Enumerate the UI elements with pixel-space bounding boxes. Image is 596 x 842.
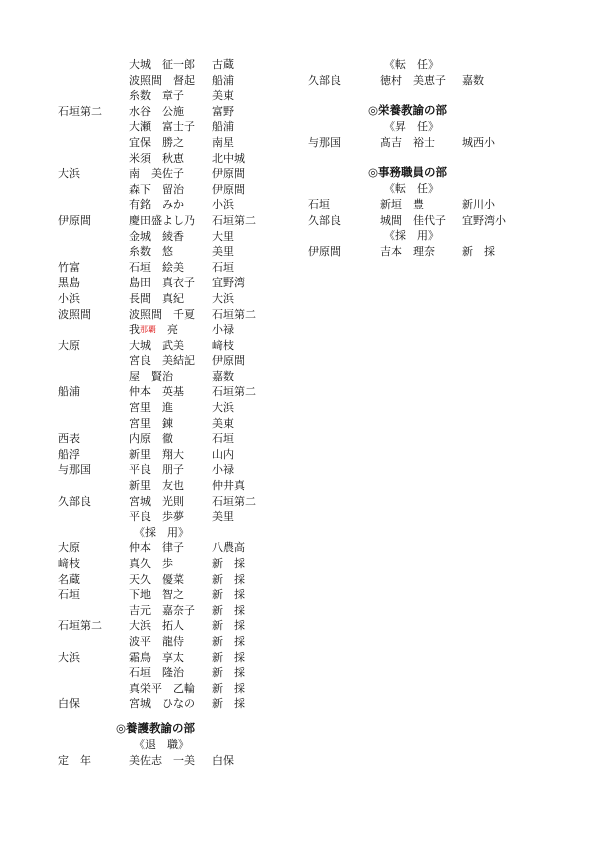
row-from: 新 採 xyxy=(212,650,245,664)
row-school: 久部良 xyxy=(308,73,341,87)
row-from: 石垣第二 xyxy=(212,494,256,508)
jimu-row xyxy=(308,213,548,229)
row-from: 富野 xyxy=(212,104,234,118)
row-family-name: 長間 xyxy=(129,291,151,305)
row-given-name: 悠 xyxy=(162,245,173,259)
personnel-row xyxy=(58,182,288,198)
personnel-row xyxy=(58,696,288,712)
row-family-name: 新里 xyxy=(129,479,151,493)
row-given-name: 友也 xyxy=(162,479,184,493)
row-from: 新 採 xyxy=(212,697,245,711)
personnel-row xyxy=(58,603,288,619)
row-given-name: 嘉奈子 xyxy=(162,603,195,617)
personnel-list-transfer xyxy=(58,57,288,525)
row-school: 与那国 xyxy=(58,463,91,477)
row-name: 徳村 美恵子 xyxy=(380,73,446,87)
row-name xyxy=(129,57,195,73)
row-name: 城間 佳代子 xyxy=(380,213,446,227)
row-from: 美東 xyxy=(212,416,234,430)
row-given-name: 絵美 xyxy=(162,260,184,274)
row-name: 新垣 豊 xyxy=(380,197,424,211)
row-from: 石垣第二 xyxy=(212,307,256,321)
row-given-name: 千夏 xyxy=(173,307,195,321)
shonin-row xyxy=(308,135,548,151)
row-school: 大原 xyxy=(58,338,80,352)
row-family-name: 真栄平 xyxy=(129,681,162,695)
row-family-name: 宮城 xyxy=(129,494,151,508)
eiyo-section-header: ◎栄養教諭の部 xyxy=(368,103,448,118)
row-name xyxy=(129,587,184,603)
personnel-row xyxy=(58,618,288,634)
row-given-name: 英基 xyxy=(162,385,184,399)
row-given-name: 公施 xyxy=(162,104,184,118)
row-given-name: 拓人 xyxy=(162,619,184,633)
row-given-name: ひなの xyxy=(162,697,195,711)
row-family-name: 米須 xyxy=(129,151,151,165)
row-name xyxy=(129,650,184,666)
row-from: 大里 xyxy=(212,229,234,243)
row-family-name: 仲本 xyxy=(129,385,151,399)
row-given-name: 隆治 xyxy=(162,666,184,680)
row-school: 久部良 xyxy=(58,494,91,508)
row-from: 大浜 xyxy=(212,291,234,305)
row-school: 石垣第二 xyxy=(58,619,102,633)
row-school: 名蔵 xyxy=(58,572,80,586)
personnel-row xyxy=(58,634,288,650)
row-name xyxy=(129,696,195,712)
personnel-row xyxy=(58,587,288,603)
row-name xyxy=(129,494,184,510)
jimu-tennin-subheader: 《転 任》 xyxy=(384,182,439,196)
row-name xyxy=(129,166,184,182)
row-family-name: 金城 xyxy=(129,229,151,243)
row-from: 新 採 xyxy=(462,244,495,258)
row-from: 伊原間 xyxy=(212,354,245,368)
taishoku-subheader: 《退 職》 xyxy=(134,737,189,751)
personnel-row xyxy=(58,73,288,89)
row-from: 船浦 xyxy=(212,120,234,134)
row-school: 西表 xyxy=(58,432,80,446)
row-family-name: 下地 xyxy=(129,588,151,602)
row-family-name: 大浜 xyxy=(129,619,151,633)
tennin-subheader: 《転 任》 xyxy=(384,58,439,71)
row-name xyxy=(129,260,184,276)
row-family-name: 波照間 xyxy=(129,73,162,87)
row-from: 美東 xyxy=(212,89,234,103)
jimu-saiyo-subheader: 《採 用》 xyxy=(384,229,439,243)
personnel-row xyxy=(58,400,288,416)
personnel-row xyxy=(58,338,288,354)
row-family-name: 内原 xyxy=(129,432,151,446)
row-given-name: 朋子 xyxy=(162,463,184,477)
row-name xyxy=(129,197,184,213)
personnel-row xyxy=(58,572,288,588)
row-school: 大原 xyxy=(58,541,80,555)
row-school: 白保 xyxy=(58,697,80,711)
row-from: 新 採 xyxy=(212,572,245,586)
row-given-name: 賢治 xyxy=(151,369,173,383)
row-from: 新 採 xyxy=(212,681,245,695)
row-school: 伊原間 xyxy=(308,244,341,258)
right-column xyxy=(308,57,548,259)
row-given-name: 綾香 xyxy=(162,229,184,243)
row-name: 髙吉 裕士 xyxy=(380,135,435,149)
row-family-name: 南 xyxy=(129,167,140,181)
row-family-name: 我 xyxy=(129,323,140,337)
teinen-school: 白保 xyxy=(212,753,234,767)
yogo-section-header: ◎養護教諭の部 xyxy=(116,720,196,735)
row-from: 大浜 xyxy=(212,401,234,415)
row-name xyxy=(129,275,195,291)
personnel-row xyxy=(58,322,288,338)
row-given-name: 進 xyxy=(162,401,173,415)
personnel-row xyxy=(58,478,288,494)
row-family-name: 屋 xyxy=(129,369,140,383)
row-name xyxy=(129,307,195,323)
row-name xyxy=(129,618,184,634)
personnel-row xyxy=(58,650,288,666)
personnel-row xyxy=(58,416,288,432)
row-name xyxy=(129,338,184,354)
row-name xyxy=(129,213,195,229)
row-from: 新 採 xyxy=(212,634,245,648)
row-from: 八農高 xyxy=(212,541,245,555)
personnel-row xyxy=(58,462,288,478)
row-name xyxy=(129,229,184,245)
row-from: 小禄 xyxy=(212,463,234,477)
row-name xyxy=(129,88,184,104)
teinen-row xyxy=(58,753,288,769)
row-family-name: 糸数 xyxy=(129,245,151,259)
row-family-name: 仲本 xyxy=(129,541,151,555)
row-from: 仲井真 xyxy=(212,479,245,493)
row-name xyxy=(129,447,184,463)
row-from: 船浦 xyxy=(212,73,234,87)
row-name xyxy=(129,540,184,556)
row-given-name: 亮 xyxy=(167,323,178,337)
row-name xyxy=(129,572,184,588)
row-from: 新 採 xyxy=(212,666,245,680)
row-school: 大浜 xyxy=(58,650,80,664)
row-school: 小浜 xyxy=(58,291,80,305)
row-family-name: 波平 xyxy=(129,634,151,648)
row-given-name: 乙輪 xyxy=(173,681,195,695)
row-name xyxy=(129,119,195,135)
row-from: 新 採 xyxy=(212,557,245,570)
row-name: 吉本 理奈 xyxy=(380,244,435,258)
row-school: 石垣 xyxy=(58,588,80,602)
row-given-name: 富士子 xyxy=(162,120,195,134)
row-given-name: 智之 xyxy=(162,588,184,602)
personnel-row xyxy=(58,135,288,151)
shonin-subheader: 《昇 任》 xyxy=(384,120,439,134)
teinen-name: 美佐志 一美 xyxy=(129,753,195,767)
row-given-name: みか xyxy=(162,198,184,212)
row-from: 新 採 xyxy=(212,619,245,633)
row-family-name: 波照間 xyxy=(129,307,162,321)
row-given-name: 勝之 xyxy=(162,135,184,149)
row-given-name: 優菜 xyxy=(162,572,184,586)
row-family-name: 糸数 xyxy=(129,89,151,103)
row-family-name: 水谷 xyxy=(129,104,151,118)
row-family-name: 宮里 xyxy=(129,401,151,415)
row-name xyxy=(129,104,184,120)
row-school: 石垣第二 xyxy=(58,104,102,118)
row-from: 嘉数 xyxy=(212,369,234,383)
personnel-row xyxy=(58,229,288,245)
row-name xyxy=(129,509,184,525)
row-name xyxy=(129,478,184,494)
row-name xyxy=(129,416,173,432)
row-name xyxy=(129,681,195,697)
row-given-name: 錬 xyxy=(162,416,173,430)
personnel-row xyxy=(58,151,288,167)
row-given-name: 真紀 xyxy=(162,291,184,305)
personnel-row xyxy=(58,681,288,697)
row-school: 﨑枝 xyxy=(58,557,80,570)
row-from: 南星 xyxy=(212,135,234,149)
row-from: 古蔵 xyxy=(212,58,234,71)
row-given-name: 美佐子 xyxy=(151,167,184,181)
personnel-row xyxy=(58,197,288,213)
personnel-row xyxy=(58,119,288,135)
row-family-name: 宮城 xyxy=(129,697,151,711)
row-from: 伊原間 xyxy=(212,182,245,196)
personnel-row xyxy=(58,88,288,104)
personnel-row xyxy=(58,447,288,463)
row-from: 美里 xyxy=(212,245,234,259)
row-from: 石垣 xyxy=(212,260,234,274)
personnel-row xyxy=(58,431,288,447)
row-school: 黒島 xyxy=(58,276,80,290)
row-school: 石垣 xyxy=(308,197,330,211)
row-family-name: 宜保 xyxy=(129,135,151,149)
row-family-name: 慶田盛よし乃 xyxy=(129,213,195,227)
row-family-name: 森下 xyxy=(129,182,151,196)
row-name xyxy=(129,665,184,681)
row-given-name: 律子 xyxy=(162,541,184,555)
row-family-name: 有銘 xyxy=(129,198,151,212)
row-school: 船浦 xyxy=(58,385,80,399)
row-from: 石垣第二 xyxy=(212,213,256,227)
row-family-name: 宮里 xyxy=(129,416,151,430)
row-name xyxy=(129,135,184,151)
personnel-row xyxy=(58,104,288,120)
row-from: 城西小 xyxy=(462,135,495,149)
row-name xyxy=(129,244,173,260)
row-name xyxy=(129,291,184,307)
row-school: 伊原間 xyxy=(58,213,91,227)
row-given-name: 歩夢 xyxy=(162,510,184,524)
row-family-name: 宮良 xyxy=(129,354,151,368)
row-family-name: 真久 xyxy=(129,557,151,570)
personnel-row xyxy=(58,509,288,525)
personnel-row xyxy=(58,57,288,73)
personnel-row xyxy=(58,291,288,307)
row-name xyxy=(129,431,173,447)
row-given-name: 光則 xyxy=(162,494,184,508)
jimu-section-header: ◎事務職員の部 xyxy=(368,165,448,180)
row-from: 﨑枝 xyxy=(212,338,234,352)
row-from: 新 採 xyxy=(212,603,245,617)
row-red-annotation: 那覇 xyxy=(140,325,156,335)
row-from: 伊原間 xyxy=(212,167,245,181)
row-name xyxy=(129,151,184,167)
personnel-row xyxy=(58,213,288,229)
row-school: 久部良 xyxy=(308,213,341,227)
row-given-name: 秋恵 xyxy=(162,151,184,165)
row-from: 小禄 xyxy=(212,323,234,337)
row-school: 竹富 xyxy=(58,260,80,274)
row-family-name: 平良 xyxy=(129,510,151,524)
personnel-row xyxy=(58,369,288,385)
row-given-name: 美結記 xyxy=(162,354,195,368)
row-family-name: 霜鳥 xyxy=(129,650,151,664)
row-from: 宜野湾 xyxy=(212,276,245,290)
row-family-name: 大城 xyxy=(129,338,151,352)
row-given-name: 章子 xyxy=(162,89,184,103)
row-family-name: 吉元 xyxy=(129,603,151,617)
personnel-row xyxy=(58,384,288,400)
row-name xyxy=(129,384,184,400)
row-given-name: 征一郎 xyxy=(162,58,195,71)
personnel-row xyxy=(58,665,288,681)
row-family-name: 天久 xyxy=(129,572,151,586)
row-from: 宜野湾小 xyxy=(462,213,506,227)
row-given-name: 真衣子 xyxy=(162,276,195,290)
row-school: 与那国 xyxy=(308,135,341,149)
personnel-row xyxy=(58,556,288,572)
row-name xyxy=(129,603,195,619)
row-name xyxy=(129,369,173,385)
row-given-name: 武美 xyxy=(162,338,184,352)
row-family-name: 島田 xyxy=(129,276,151,290)
row-given-name: 歩 xyxy=(162,557,173,570)
tennin-row xyxy=(308,73,548,89)
personnel-list-hire xyxy=(58,540,288,712)
row-given-name: 翔大 xyxy=(162,447,184,461)
row-name xyxy=(129,400,173,416)
personnel-row xyxy=(58,540,288,556)
teinen-label: 定 年 xyxy=(58,753,91,767)
jimu-saiyo-row xyxy=(308,244,548,260)
row-name xyxy=(129,73,195,89)
row-from: 石垣第二 xyxy=(212,385,256,399)
jimu-row xyxy=(308,197,548,213)
row-given-name: 督起 xyxy=(173,73,195,87)
row-from: 石垣 xyxy=(212,432,234,446)
row-family-name: 大瀬 xyxy=(129,120,151,134)
row-from: 山内 xyxy=(212,447,234,461)
personnel-row xyxy=(58,307,288,323)
row-family-name: 石垣 xyxy=(129,666,151,680)
row-school: 船浮 xyxy=(58,447,80,461)
row-given-name: 徹 xyxy=(162,432,173,446)
row-given-name: 享太 xyxy=(162,650,184,664)
row-name xyxy=(129,182,184,198)
personnel-row xyxy=(58,275,288,291)
personnel-row xyxy=(58,494,288,510)
left-column xyxy=(58,57,288,768)
row-name xyxy=(129,322,178,338)
row-name xyxy=(129,462,184,478)
row-name xyxy=(129,556,173,572)
row-family-name: 大城 xyxy=(129,58,151,71)
row-name xyxy=(129,634,184,650)
saiyo-subheader: 《採 用》 xyxy=(134,525,189,539)
row-family-name: 平良 xyxy=(129,463,151,477)
row-school: 波照間 xyxy=(58,307,91,321)
row-from: 北中城 xyxy=(212,151,245,165)
personnel-row xyxy=(58,244,288,260)
row-given-name: 留治 xyxy=(162,182,184,196)
row-from: 嘉数 xyxy=(462,73,484,87)
row-school: 大浜 xyxy=(58,167,80,181)
row-name xyxy=(129,353,195,369)
row-family-name: 石垣 xyxy=(129,260,151,274)
row-from: 新 採 xyxy=(212,588,245,602)
row-from: 小浜 xyxy=(212,198,234,212)
row-from: 新川小 xyxy=(462,197,495,211)
row-given-name: 龍侍 xyxy=(162,634,184,648)
row-from: 美里 xyxy=(212,510,234,524)
personnel-row xyxy=(58,260,288,276)
personnel-row xyxy=(58,353,288,369)
row-family-name: 新里 xyxy=(129,447,151,461)
personnel-row xyxy=(58,166,288,182)
